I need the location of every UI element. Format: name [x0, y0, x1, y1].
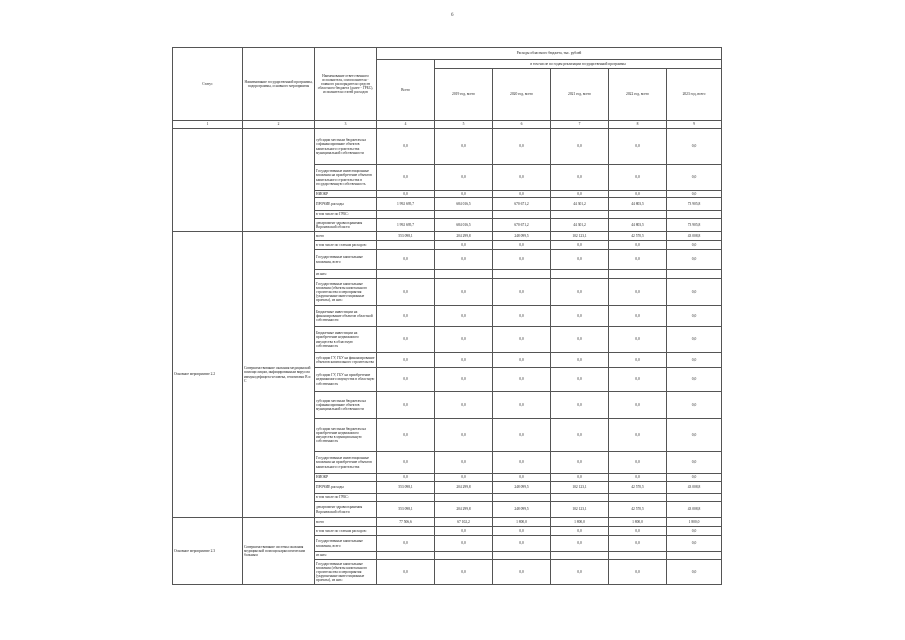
year-value: 0,0	[435, 560, 493, 585]
year-value: 0,0	[493, 527, 551, 536]
year-value	[609, 211, 667, 219]
expense-item-label: ПРОЧИЕ расходы	[315, 198, 377, 211]
expense-item-label: субсидии местным бюджетам на приобретение недвижимого имущества в муниципальную собственность	[315, 419, 377, 452]
year-value: 684 016,5	[435, 219, 493, 232]
year-value: 102 123,1	[551, 482, 609, 494]
year-value: 0,0	[609, 306, 667, 327]
expense-item-label: в том числе по статьям расходов:	[315, 241, 377, 250]
year-value: 670 671,2	[493, 198, 551, 211]
year-value: 0,0	[435, 306, 493, 327]
year-value: 44 803,5	[609, 219, 667, 232]
year-value: 0,0	[493, 306, 551, 327]
expense-item-label: из них:	[315, 270, 377, 279]
year-value	[435, 552, 493, 560]
total-value: 0,0	[377, 250, 435, 270]
year-value: 0,0	[435, 419, 493, 452]
year-value: 0,0	[609, 392, 667, 419]
year-value: 0,0	[551, 306, 609, 327]
total-value	[377, 241, 435, 250]
year-value: 0,0	[493, 241, 551, 250]
column-number: 9	[667, 121, 722, 129]
total-value: 77 506,6	[377, 518, 435, 527]
year-value: 0,0	[551, 474, 609, 482]
header-expenses-title: Расходы областного бюджета, тыс. рублей	[377, 48, 722, 60]
column-number: 6	[493, 121, 551, 129]
year-value: 0,0	[435, 392, 493, 419]
year-value: 0,0	[435, 191, 493, 198]
status-cell: Основное мероприятие 2.2	[173, 232, 243, 518]
year-value	[667, 552, 722, 560]
page-number: 6	[451, 13, 454, 18]
table-row	[173, 129, 722, 165]
year-value: 0,0	[609, 129, 667, 165]
year-value	[551, 494, 609, 502]
header-responsible: Наименование ответственного исполнителя, соисполнителя - главного распорядителя средств областного бюджета (далее - ГРБС), исполнителя статей расходов	[315, 48, 377, 121]
year-value: 0,0	[435, 165, 493, 191]
expense-item-label: департамент здравоохранения Воронежской области	[315, 502, 377, 518]
status-cell: Основное мероприятие 2.3	[173, 518, 243, 585]
year-value: 0,0	[667, 129, 722, 165]
column-number-row	[173, 121, 722, 129]
year-value: 0,0	[551, 368, 609, 392]
expense-item-label: НИОКР	[315, 191, 377, 198]
expense-item-label: Бюджетные инвестиции на приобретение недвижимого имущества в областную собственность	[315, 327, 377, 353]
year-value: 0,0	[551, 241, 609, 250]
year-value: 73 905,8	[667, 219, 722, 232]
year-value	[551, 211, 609, 219]
total-value: 0,0	[377, 279, 435, 306]
year-value: 0,0	[551, 129, 609, 165]
year-value: 0,0	[435, 474, 493, 482]
year-value	[435, 494, 493, 502]
year-value: 102 123,1	[551, 232, 609, 241]
year-value: 0,0	[609, 560, 667, 585]
header-year: 2021 год, всего	[551, 69, 609, 121]
table-row	[173, 518, 722, 527]
total-value: 553 098,1	[377, 482, 435, 494]
year-value: 248 099,5	[493, 482, 551, 494]
total-value	[377, 527, 435, 536]
header-expenses-sub: в том числе по годам реализации государственной программы	[435, 60, 722, 69]
header-total: Всего	[377, 60, 435, 121]
column-number: 2	[243, 121, 315, 129]
year-value: 43 008,8	[667, 482, 722, 494]
expense-item-label: в том числе по ГРБС:	[315, 494, 377, 502]
year-value: 248 099,5	[493, 502, 551, 518]
total-value: 553 098,1	[377, 232, 435, 241]
year-value: 0,0	[493, 536, 551, 552]
expense-item-label: субсидии ГУ, ГБУ на приобретение недвижимого имущества в областную собственность	[315, 368, 377, 392]
year-value: 0,0	[667, 527, 722, 536]
year-value: 0,0	[667, 279, 722, 306]
expense-item-label: Государственные капитальные вложения, всего	[315, 250, 377, 270]
total-value: 1 992 695,7	[377, 219, 435, 232]
year-value: 670 671,2	[493, 219, 551, 232]
year-value: 0,0	[551, 536, 609, 552]
year-value: 0,0	[667, 474, 722, 482]
year-value: 1 800,0	[493, 518, 551, 527]
header-year: 2022 год, всего	[609, 69, 667, 121]
year-value	[435, 211, 493, 219]
year-value	[551, 552, 609, 560]
year-value	[667, 270, 722, 279]
column-number: 3	[315, 121, 377, 129]
year-value	[667, 494, 722, 502]
total-value: 1 992 695,7	[377, 198, 435, 211]
year-value: 0,0	[435, 536, 493, 552]
year-value: 0,0	[609, 368, 667, 392]
expense-item-label: Бюджетные инвестиции на финансирование объектов областной собственности	[315, 306, 377, 327]
year-value: 0,0	[493, 392, 551, 419]
year-value: 0,0	[551, 327, 609, 353]
year-value: 0,0	[609, 452, 667, 474]
year-value: 684 016,5	[435, 198, 493, 211]
year-value: 0,0	[551, 353, 609, 368]
table-body	[173, 129, 722, 585]
total-value	[377, 494, 435, 502]
year-value: 0,0	[435, 452, 493, 474]
status-cell	[173, 129, 243, 232]
year-value: 67 102,2	[435, 518, 493, 527]
column-number: 8	[609, 121, 667, 129]
year-value: 0,0	[435, 250, 493, 270]
year-value	[609, 270, 667, 279]
total-value: 0,0	[377, 452, 435, 474]
year-value	[435, 270, 493, 279]
year-value: 0,0	[609, 250, 667, 270]
year-value: 0,0	[435, 279, 493, 306]
header-program-name: Наименование государственной программы, подпрограммы, основного мероприятия	[243, 48, 315, 121]
expense-item-label: Государственные капитальные вложения (объекты капитального строительства и мероприятия (укрупненные инвестиционные проекты), из них:	[315, 279, 377, 306]
total-value: 0,0	[377, 368, 435, 392]
budget-table	[172, 47, 722, 585]
year-value: 0,0	[609, 536, 667, 552]
total-value: 0,0	[377, 327, 435, 353]
year-value: 0,0	[493, 327, 551, 353]
year-value: 0,0	[493, 129, 551, 165]
expense-item-label: Государственные капитальные вложения (объекты капитального строительства и мероприятия (укрупненные инвестиционные проекты), из них:	[315, 560, 377, 585]
total-value	[377, 211, 435, 219]
header-year: 2020 год, всего	[493, 69, 551, 121]
expense-item-label: ПРОЧИЕ расходы	[315, 482, 377, 494]
year-value: 42 570,5	[609, 232, 667, 241]
year-value: 0,0	[435, 353, 493, 368]
total-value: 0,0	[377, 536, 435, 552]
total-value: 0,0	[377, 353, 435, 368]
total-value: 0,0	[377, 129, 435, 165]
expense-item-label: всего	[315, 518, 377, 527]
year-value: 0,0	[493, 165, 551, 191]
year-value: 0,0	[493, 368, 551, 392]
year-value: 204 299,8	[435, 482, 493, 494]
year-value: 0,0	[493, 560, 551, 585]
year-value: 0,0	[435, 527, 493, 536]
year-value: 204 299,8	[435, 502, 493, 518]
year-value: 0,0	[551, 165, 609, 191]
year-value: 44 301,2	[551, 219, 609, 232]
total-value	[377, 552, 435, 560]
year-value: 43 008,8	[667, 502, 722, 518]
program-name-cell	[243, 129, 315, 232]
year-value: 0,0	[609, 527, 667, 536]
year-value: 0,0	[667, 419, 722, 452]
year-value: 0,0	[551, 191, 609, 198]
year-value: 102 123,1	[551, 502, 609, 518]
year-value: 44 301,2	[551, 198, 609, 211]
year-value	[493, 270, 551, 279]
year-value: 0,0	[493, 452, 551, 474]
year-value: 0,0	[609, 279, 667, 306]
year-value	[493, 494, 551, 502]
expense-item-label: департамент здравоохранения Воронежской области	[315, 219, 377, 232]
program-name-cell: Совершенствование системы оказания медицинской помощи наркологическим больным	[243, 518, 315, 585]
year-value: 0,0	[667, 368, 722, 392]
year-value: 0,0	[667, 536, 722, 552]
year-value	[493, 552, 551, 560]
total-value: 0,0	[377, 419, 435, 452]
year-value: 248 099,5	[493, 232, 551, 241]
year-value: 0,0	[609, 241, 667, 250]
year-value: 0,0	[667, 306, 722, 327]
year-value: 0,0	[551, 527, 609, 536]
total-value: 0,0	[377, 474, 435, 482]
year-value: 204 299,8	[435, 232, 493, 241]
year-value: 0,0	[435, 129, 493, 165]
year-value: 0,0	[609, 474, 667, 482]
year-value: 73 905,8	[667, 198, 722, 211]
column-number: 5	[435, 121, 493, 129]
year-value: 0,0	[609, 165, 667, 191]
table-row	[173, 232, 722, 241]
year-value: 1 800,0	[609, 518, 667, 527]
year-value: 0,0	[609, 353, 667, 368]
year-value: 0,0	[667, 353, 722, 368]
year-value: 0,0	[493, 353, 551, 368]
year-value: 0,0	[551, 392, 609, 419]
year-value: 43 008,8	[667, 232, 722, 241]
year-value: 42 570,5	[609, 502, 667, 518]
total-value: 0,0	[377, 191, 435, 198]
year-value: 1 800,0	[551, 518, 609, 527]
total-value: 0,0	[377, 306, 435, 327]
year-value: 0,0	[667, 327, 722, 353]
column-number: 1	[173, 121, 243, 129]
year-value: 0,0	[493, 279, 551, 306]
year-value	[609, 494, 667, 502]
expense-item-label: субсидии ГУ, ГБУ на финансирование объектов капитального строительства	[315, 353, 377, 368]
expense-item-label: НИОКР	[315, 474, 377, 482]
total-value: 0,0	[377, 392, 435, 419]
year-value: 0,0	[493, 250, 551, 270]
year-value	[667, 211, 722, 219]
header-status: Статус	[173, 48, 243, 121]
year-value: 0,0	[551, 560, 609, 585]
column-number: 4	[377, 121, 435, 129]
header-year: 2023 год, всего	[667, 69, 722, 121]
column-number: 7	[551, 121, 609, 129]
year-value: 0,0	[667, 241, 722, 250]
year-value: 1 800,0	[667, 518, 722, 527]
year-value	[551, 270, 609, 279]
total-value	[377, 270, 435, 279]
year-value: 0,0	[667, 560, 722, 585]
year-value: 0,0	[551, 452, 609, 474]
year-value: 0,0	[609, 191, 667, 198]
year-value: 0,0	[667, 452, 722, 474]
year-value	[493, 211, 551, 219]
year-value: 0,0	[551, 419, 609, 452]
year-value: 0,0	[435, 241, 493, 250]
year-value: 0,0	[667, 165, 722, 191]
year-value: 0,0	[609, 327, 667, 353]
year-value: 0,0	[667, 392, 722, 419]
year-value: 0,0	[435, 327, 493, 353]
year-value: 0,0	[667, 191, 722, 198]
year-value	[609, 552, 667, 560]
total-value: 0,0	[377, 560, 435, 585]
program-name-cell: Совершенствование оказания медицинской помощи лицам, инфицированным вирусом иммунодефицита человека, гепатитами В и С	[243, 232, 315, 518]
year-value: 0,0	[551, 250, 609, 270]
year-value: 42 570,5	[609, 482, 667, 494]
expense-item-label: в том числе по статьям расходов:	[315, 527, 377, 536]
year-value: 44 803,5	[609, 198, 667, 211]
year-value: 0,0	[435, 368, 493, 392]
year-value: 0,0	[493, 419, 551, 452]
year-value: 0,0	[667, 250, 722, 270]
year-value: 0,0	[609, 419, 667, 452]
expense-item-label: всего	[315, 232, 377, 241]
expense-item-label: субсидии местным бюджетам на софинансирование объектов муниципальной собственности	[315, 392, 377, 419]
expense-item-label: субсидии местным бюджетам на софинансирование объектов капитального строительства муниципальной собственности	[315, 129, 377, 165]
year-value: 0,0	[493, 191, 551, 198]
total-value: 0,0	[377, 165, 435, 191]
header-year: 2019 год, всего	[435, 69, 493, 121]
year-value: 0,0	[493, 474, 551, 482]
expense-item-label: из них:	[315, 552, 377, 560]
expense-item-label: Государственные инвестиционные вложения на приобретение объектов капитального строительства	[315, 452, 377, 474]
expense-item-label: в том числе по ГРБС:	[315, 211, 377, 219]
total-value: 553 098,1	[377, 502, 435, 518]
expense-item-label: Государственные инвестиционные вложения на приобретение объектов капитального строительства в государственную собственность	[315, 165, 377, 191]
year-value: 0,0	[551, 279, 609, 306]
expense-item-label: Государственные капитальные вложения, всего	[315, 536, 377, 552]
